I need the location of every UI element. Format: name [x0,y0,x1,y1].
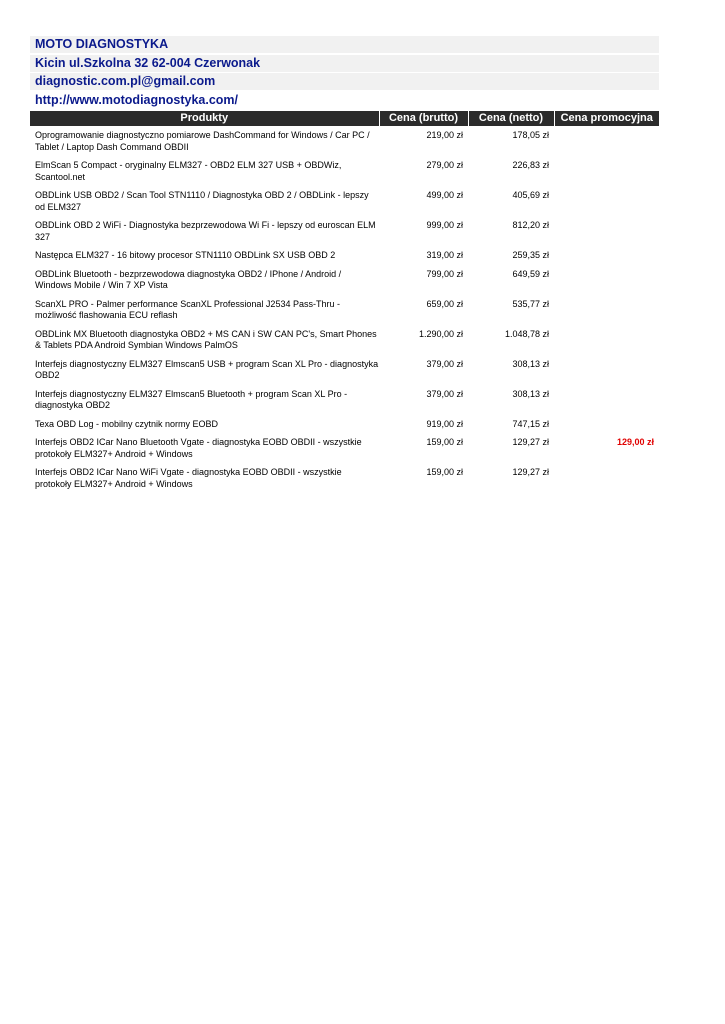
header-net-price: Cena (netto) [468,111,554,126]
net-price-cell: 259,35 zł [512,250,549,260]
products-table [30,111,659,493]
table-row [30,246,659,265]
gross-price-cell: 319,00 zł [426,250,463,260]
table-row [30,156,659,186]
table-header-row [30,111,659,126]
table-row [30,355,659,385]
promo-price-cell: 129,00 zł [616,437,654,447]
gross-price-cell: 919,00 zł [426,418,463,429]
table-row [30,265,659,295]
product-name-cell: OBDLink MX Bluetooth diagnostyka OBD2 + MS CAN i SW CAN PC's, Smart Phones & Tablets PDA Android Symbian Windows PalmOS [35,328,377,350]
product-name-cell: OBDLink USB OBD2 / Scan Tool STN1110 / Diagnostyka OBD 2 / OBDLink - lepszy od ELM327 [35,190,369,212]
gross-price-cell: 999,00 zł [426,220,463,230]
promo-price-cell [554,156,659,186]
promo-price-cell [554,355,659,385]
gross-price-cell: 379,00 zł [426,358,463,369]
table-row [30,126,659,156]
header-promo-price: Cena promocyjna [554,111,659,126]
product-name-cell: ScanXL PRO - Palmer performance ScanXL Professional J2534 Pass-Thru - możliwość flashowania ECU reflash [35,298,340,320]
product-name-cell: Interfejs OBD2 ICar Nano WiFi Vgate - diagnostyka EOBD OBDII - wszystkie protokoły ELM327+ Android + Windows [35,467,342,489]
product-name-cell: Następca ELM327 - 16 bitowy procesor STN1110 OBDLink SX USB OBD 2 [35,250,336,260]
product-name-cell: Texa OBD Log - mobilny czytnik normy EOBD [35,418,219,429]
net-price-cell: 747,15 zł [512,418,549,429]
header-product: Produkty [30,111,379,126]
table-row [30,433,659,463]
gross-price-cell: 659,00 zł [426,298,463,309]
company-email: diagnostic.com.pl@gmail.com [30,73,659,90]
net-price-cell: 226,83 zł [512,160,549,170]
table-row [30,186,659,216]
product-name-cell: Oprogramowanie diagnostyczno pomiarowe DashCommand for Windows / Car PC / Tablet / Laptop Dash Command OBDII [35,130,370,152]
net-price-cell: 535,77 zł [512,298,549,309]
gross-price-cell: 379,00 zł [426,388,463,399]
product-name-cell: ElmScan 5 Compact - oryginalny ELM327 - OBD2 ELM 327 USB + OBDWiz, Scantool.net [35,160,342,182]
product-name-cell: Interfejs diagnostyczny ELM327 Elmscan5 Bluetooth + program Scan XL Pro - diagnostyka OBD2 [35,388,348,410]
product-name-cell: OBDLink OBD 2 WiFi - Diagnostyka bezprzewodowa Wi Fi - lepszy od euroscan ELM 327 [35,220,376,242]
table-row [30,325,659,355]
net-price-cell: 1.048,78 zł [504,328,549,339]
product-name-cell: OBDLink Bluetooth - bezprzewodowa diagnostyka OBD2 / IPhone / Android / Windows Mobile / Win 7 XP Vista [35,268,342,290]
table-row [30,463,659,493]
promo-price-cell [554,265,659,295]
promo-price-cell [554,186,659,216]
company-name: MOTO DIAGNOSTYKA [30,36,659,53]
promo-price-cell [554,246,659,265]
promo-price-cell [554,295,659,325]
table-row [30,295,659,325]
net-price-cell: 649,59 zł [512,268,549,279]
company-address: Kicin ul.Szkolna 32 62-004 Czerwonak [30,55,659,72]
promo-price-cell [554,415,659,434]
gross-price-cell: 499,00 zł [426,190,463,200]
gross-price-cell: 159,00 zł [426,467,463,477]
product-name-cell: Interfejs OBD2 ICar Nano Bluetooth Vgate - diagnostyka EOBD OBDII - wszystkie protokoły ELM327+ Android + Windows [35,437,362,459]
promo-price-cell [554,385,659,415]
table-row [30,385,659,415]
net-price-cell: 129,27 zł [512,437,549,447]
net-price-cell: 308,13 zł [512,388,549,399]
table-row [30,216,659,246]
table-row [30,415,659,434]
net-price-cell: 308,13 zł [512,358,549,369]
promo-price-cell [554,463,659,493]
gross-price-cell: 159,00 zł [426,437,463,447]
gross-price-cell: 219,00 zł [426,130,463,140]
company-header [30,36,659,110]
company-website: http://www.motodiagnostyka.com/ [35,92,239,107]
net-price-cell: 812,20 zł [512,220,549,230]
net-price-cell: 178,05 zł [512,130,549,140]
promo-price-cell [554,325,659,355]
header-gross-price: Cena (brutto) [379,111,468,126]
product-name-cell: Interfejs diagnostyczny ELM327 Elmscan5 USB + program Scan XL Pro - diagnostyka OBD2 [35,358,379,380]
net-price-cell: 129,27 zł [512,467,549,477]
gross-price-cell: 279,00 zł [426,160,463,170]
gross-price-cell: 799,00 zł [426,268,463,279]
promo-price-cell [554,216,659,246]
gross-price-cell: 1.290,00 zł [418,328,463,339]
products-table-body [30,126,659,493]
promo-price-cell [554,126,659,156]
net-price-cell: 405,69 zł [512,190,549,200]
